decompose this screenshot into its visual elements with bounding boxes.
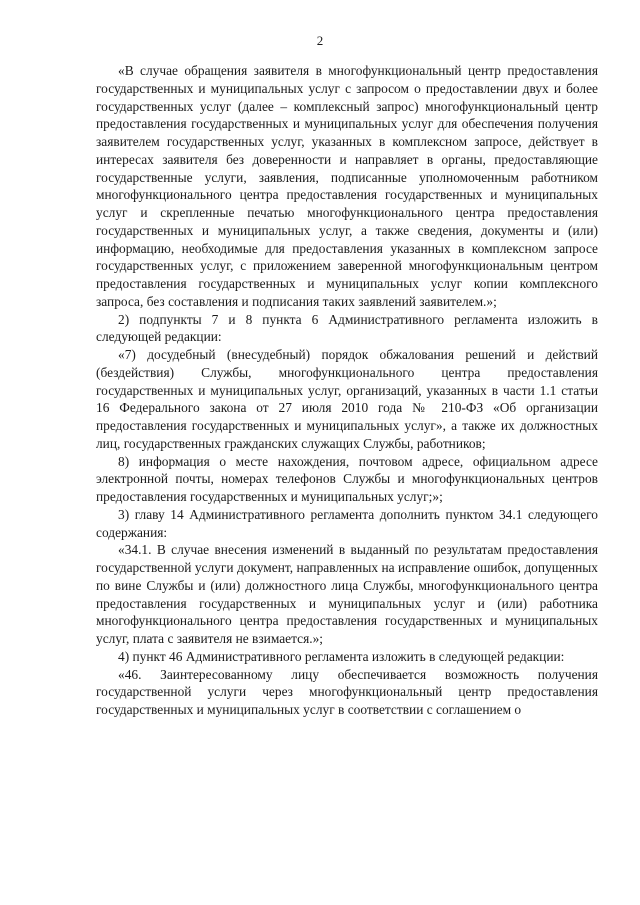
page-number: 2 xyxy=(316,33,324,48)
paragraph-item-4: 4) пункт 46 Административного регламента изложить в следующей редакции: xyxy=(118,648,565,664)
paragraph-subitem-7: «7) досудебный (внесудебный) порядок обжалования решений и действий (бездействия) Службы, многофункционального центра предоставления государственных и муниципальных услуг, организаций, указанных в части 1.1 статьи 16 Федерального закона от 27 июля 2010 года № 210-ФЗ «Об организации предоставления государственных и муниципальных услуг», а также их должностных лиц, государственных гражданских служащих Службы, работников; xyxy=(96,347,598,451)
document-body xyxy=(96,62,598,719)
paragraph-item-2: 2) подпункты 7 и 8 пункта 6 Административного регламента изложить в следующей редакции: xyxy=(96,311,598,345)
paragraph-point-34-1: «34.1. В случае внесения изменений в выданный по результатам предоставления государственной услуги документ, направленных на исправление ошибок, допущенных по вине Службы и (или) должностного лица Службы, многофункционального центра предоставления государственных и муниципальных услуг и (или) работника многофункционального центра предоставления государственных и муниципальных услуг, плата с заявителя не взимается.»; xyxy=(96,542,598,646)
paragraph-point-46: «46. Заинтересованному лицу обеспечивается возможность получения государственной услуги через многофункциональный центр предоставления государственных и муниципальных услуг в соответствии с соглашением о xyxy=(96,666,598,717)
paragraph-complex-request: «В случае обращения заявителя в многофункциональный центр предоставления государственных и муниципальных услуг с запросом о предоставлении двух и более государственных услуг (далее – комплексный запрос) многофункциональный центр предоставления государственных и муниципальных услуг для обеспечения получения заявителем государственных услуг, указанных в комплексном запросе, действует в интересах заявителя без доверенности и направляет в органы, предоставляющие государственные услуги, заявления, подписанные уполномоченным работником многофункционального центра предоставления государственных и муниципальных услуг и скрепленные печатью многофункционального центра предоставления государственных и муниципальных услуг, а также сведения, документы и (или) информацию, необходимые для предоставления указанных в комплексном запросе государственных услуг, с приложением заверенной многофункциональным центром предоставления государственных и муниципальных услуг копии комплексного запроса, без составления и подписания таких заявлений заявителем.»; xyxy=(96,63,598,309)
paragraph-item-3: 3) главу 14 Административного регламента дополнить пунктом 34.1 следующего содержания: xyxy=(96,506,598,540)
paragraph-subitem-8: 8) информация о месте нахождения, почтовом адресе, официальном адресе электронной почты, номерах телефонов Службы и многофункциональных центров предоставления государственных и муниципальных услуг;»; xyxy=(96,453,598,504)
